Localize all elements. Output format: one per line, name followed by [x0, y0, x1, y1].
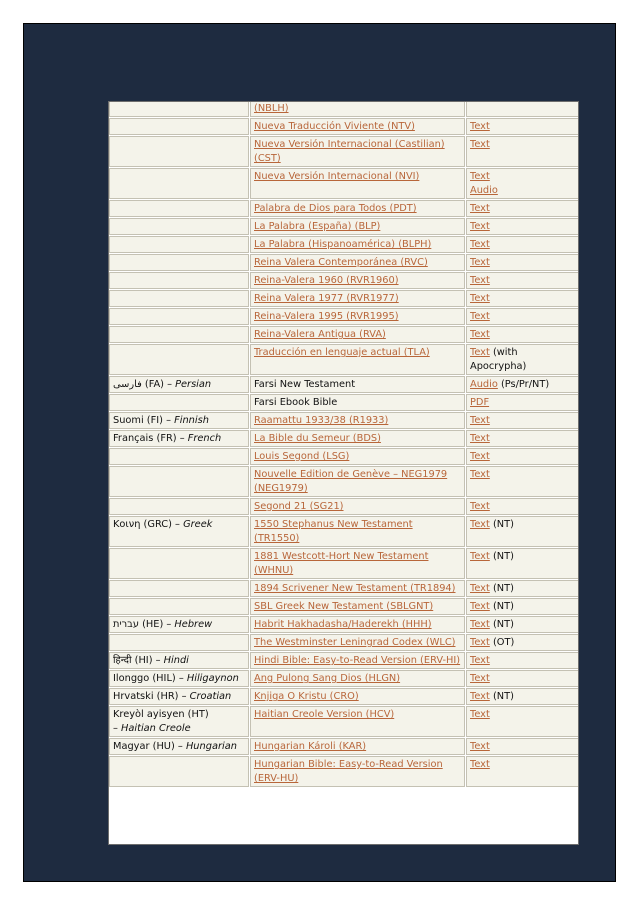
resource-link[interactable]: Text [470, 601, 490, 612]
version-link[interactable]: La Bible du Semeur (BDS) [254, 433, 381, 444]
language-english-name: French [187, 433, 222, 444]
table-row [109, 516, 579, 547]
resource-cell [466, 738, 579, 755]
table-row [109, 706, 579, 737]
version-link[interactable]: Hindi Bible: Easy-to-Read Version (ERV-HI) [254, 655, 461, 666]
version-link[interactable]: 1881 Westcott-Hort New Testament (WHNU) [254, 551, 429, 576]
version-link[interactable]: Hungarian Bible: Easy-to-Read Version (ERV-HU) [254, 759, 443, 784]
resource-cell [466, 308, 579, 325]
language-cell [109, 200, 249, 217]
language-english-name: Hebrew [174, 619, 213, 630]
resource-note: (NT) [489, 601, 514, 612]
version-cell [250, 236, 465, 253]
table-row [109, 236, 579, 253]
language-cell [109, 430, 249, 447]
language-english-name: Hungarian [185, 741, 237, 752]
language-cell [109, 670, 249, 687]
version-link[interactable]: Nueva Traducción Viviente (NTV) [254, 121, 415, 132]
table-row [109, 118, 579, 135]
table-row [109, 598, 579, 615]
resource-cell [466, 218, 579, 235]
version-cell [250, 290, 465, 307]
resource-link[interactable]: Text [470, 139, 490, 150]
resource-link[interactable]: Text [470, 759, 490, 770]
resource-cell [466, 670, 579, 687]
resource-cell [466, 376, 579, 393]
table-row [109, 200, 579, 217]
version-cell [250, 466, 465, 497]
resource-cell [466, 236, 579, 253]
version-cell [250, 412, 465, 429]
version-cell [250, 548, 465, 579]
table-row [109, 376, 579, 393]
version-cell [250, 218, 465, 235]
version-cell [250, 136, 465, 167]
language-name: हिन्दी (HI) – [113, 655, 164, 666]
resource-note: (Ps/Pr/NT) [497, 379, 550, 390]
version-link[interactable]: 1550 Stephanus New Testament (TR1550) [254, 519, 413, 544]
version-link[interactable]: Reina Valera 1977 (RVR1977) [254, 293, 399, 304]
language-cell [109, 118, 249, 135]
version-link[interactable]: La Palabra (España) (BLP) [254, 221, 381, 232]
language-name: Magyar (HU) – [113, 741, 186, 752]
table-row [109, 548, 579, 579]
resource-cell [466, 498, 579, 515]
version-cell [250, 448, 465, 465]
language-cell [109, 580, 249, 597]
language-english-name: Haitian Creole [121, 723, 191, 734]
language-cell [109, 498, 249, 515]
audio-link[interactable]: Audio [470, 185, 498, 196]
table-row [109, 670, 579, 687]
language-name: Κοινη (GRC) – [113, 519, 184, 530]
bible-versions-table-container [108, 101, 579, 845]
version-cell [250, 688, 465, 705]
resource-note: (NT) [489, 619, 514, 630]
version-link[interactable]: Hungarian Károli (KAR) [254, 741, 367, 752]
resource-link[interactable]: Text [470, 469, 490, 480]
resource-link[interactable]: Text [470, 451, 490, 462]
version-link[interactable]: Segond 21 (SG21) [254, 501, 344, 512]
resource-cell [466, 634, 579, 651]
resource-link[interactable]: PDF [470, 397, 490, 408]
bible-versions-table [108, 101, 579, 788]
resource-cell [466, 616, 579, 633]
language-name: Suomi (FI) – [113, 415, 175, 426]
resource-link[interactable]: Text [470, 501, 490, 512]
dash: – [113, 723, 122, 734]
version-cell [250, 394, 465, 411]
resource-cell [466, 254, 579, 271]
version-link[interactable]: Ang Pulong Sang Dios (HLGN) [254, 673, 401, 684]
version-cell [250, 376, 465, 393]
resource-link[interactable]: Text [470, 741, 490, 752]
version-cell [250, 118, 465, 135]
table-row [109, 308, 579, 325]
resource-link[interactable]: Text [470, 311, 490, 322]
version-link[interactable]: 1894 Scrivener New Testament (TR1894) [254, 583, 456, 594]
language-cell [109, 738, 249, 755]
resource-cell [466, 290, 579, 307]
resource-cell [466, 136, 579, 167]
version-cell [250, 344, 465, 375]
table-row [109, 580, 579, 597]
version-cell [250, 168, 465, 199]
version-cell [250, 326, 465, 343]
language-cell [109, 706, 249, 737]
version-link[interactable]: Traducción en lenguaje actual (TLA) [254, 347, 430, 358]
version-cell [250, 308, 465, 325]
version-cell [250, 430, 465, 447]
version-cell [250, 634, 465, 651]
resource-link[interactable]: Text [470, 203, 490, 214]
table-row [109, 634, 579, 651]
version-cell [250, 101, 465, 117]
resource-link[interactable]: Text [470, 347, 490, 358]
language-cell [109, 101, 249, 117]
table-row [109, 254, 579, 271]
version-link[interactable]: Reina-Valera Antigua (RVA) [254, 329, 386, 340]
version-cell [250, 516, 465, 547]
table-row [109, 498, 579, 515]
version-link[interactable]: Palabra de Dios para Todos (PDT) [254, 203, 417, 214]
table-row [109, 688, 579, 705]
resource-cell [466, 516, 579, 547]
version-link[interactable]: Nueva Versión Internacional (Castilian) (CST) [254, 139, 445, 164]
resource-note: (with Apocrypha) [470, 347, 527, 372]
table-row [109, 101, 579, 117]
table-row [109, 290, 579, 307]
version-link[interactable]: Louis Segond (LSG) [254, 451, 350, 462]
language-cell [109, 376, 249, 393]
language-cell [109, 272, 249, 289]
language-cell [109, 616, 249, 633]
table-row [109, 272, 579, 289]
resource-link[interactable]: Text [470, 551, 490, 562]
version-link[interactable]: Knjiga O Kristu (CRO) [254, 691, 359, 702]
resource-cell [466, 118, 579, 135]
table-row [109, 652, 579, 669]
language-cell [109, 254, 249, 271]
version-name: Farsi Ebook Bible [254, 397, 338, 408]
resource-cell [466, 652, 579, 669]
resource-cell [466, 706, 579, 737]
language-name: Ilonggo (HIL) – [113, 673, 187, 684]
resource-note: (NT) [489, 551, 514, 562]
resource-cell [466, 272, 579, 289]
table-row [109, 412, 579, 429]
resource-cell [466, 598, 579, 615]
version-link[interactable]: The Westminster Leningrad Codex (WLC) [254, 637, 456, 648]
page-frame [23, 23, 616, 882]
resource-link[interactable]: Text [470, 655, 490, 666]
language-english-name: Persian [175, 379, 212, 390]
resource-link[interactable]: Text [470, 221, 490, 232]
language-cell [109, 756, 249, 787]
table-row [109, 448, 579, 465]
table-row [109, 738, 579, 755]
resource-link[interactable]: Text [470, 121, 490, 132]
version-link[interactable]: SBL Greek New Testament (SBLGNT) [254, 601, 434, 612]
language-cell [109, 326, 249, 343]
version-cell [250, 254, 465, 271]
resource-link[interactable]: Audio [470, 379, 498, 390]
resource-cell [466, 200, 579, 217]
resource-note: (NT) [489, 519, 514, 530]
language-cell [109, 598, 249, 615]
version-cell [250, 200, 465, 217]
version-link[interactable]: (NBLH) [254, 103, 289, 114]
language-cell [109, 290, 249, 307]
resource-note: (NT) [489, 691, 514, 702]
resource-cell [466, 430, 579, 447]
version-link[interactable]: Nouvelle Edition de Genève – NEG1979 (NEG1979) [254, 469, 448, 494]
resource-cell [466, 688, 579, 705]
language-name: Hrvatski (HR) – [113, 691, 190, 702]
resource-link[interactable]: Text [470, 619, 490, 630]
language-cell [109, 236, 249, 253]
resource-link[interactable]: Text [470, 257, 490, 268]
resource-link[interactable]: Text [470, 239, 490, 250]
resource-link[interactable]: Text [470, 583, 490, 594]
version-cell [250, 498, 465, 515]
language-english-name: Hindi [163, 655, 189, 666]
version-cell [250, 616, 465, 633]
resource-cell [466, 394, 579, 411]
language-english-name: Greek [183, 519, 213, 530]
language-cell [109, 218, 249, 235]
language-cell [109, 168, 249, 199]
resource-cell [466, 168, 579, 199]
resource-cell [466, 580, 579, 597]
language-cell [109, 448, 249, 465]
resource-link[interactable]: Text [470, 709, 490, 720]
table-row [109, 168, 579, 199]
language-english-name: Croatian [189, 691, 232, 702]
table-row [109, 344, 579, 375]
language-cell [109, 466, 249, 497]
resource-note: (NT) [489, 583, 514, 594]
language-cell [109, 634, 249, 651]
resource-cell [466, 412, 579, 429]
version-cell [250, 652, 465, 669]
version-link[interactable]: Raamattu 1933/38 (R1933) [254, 415, 389, 426]
table-row [109, 218, 579, 235]
language-english-name: Hiligaynon [186, 673, 239, 684]
table-body [109, 101, 579, 787]
language-cell [109, 688, 249, 705]
language-cell [109, 136, 249, 167]
resource-cell [466, 326, 579, 343]
table-row [109, 326, 579, 343]
resource-link[interactable]: Text [470, 637, 490, 648]
resource-cell [466, 756, 579, 787]
resource-link[interactable]: Text [470, 673, 490, 684]
version-name: Farsi New Testament [254, 379, 356, 390]
version-link[interactable]: Nueva Versión Internacional (NVI) [254, 171, 420, 182]
version-cell [250, 272, 465, 289]
version-link[interactable]: Reina-Valera 1960 (RVR1960) [254, 275, 399, 286]
resource-link[interactable]: Text [470, 691, 490, 702]
language-cell [109, 412, 249, 429]
language-name: فارسی (FA) – [113, 379, 176, 390]
resource-link[interactable]: Text [470, 293, 490, 304]
language-cell [109, 516, 249, 547]
resource-cell [466, 344, 579, 375]
version-cell [250, 580, 465, 597]
version-link[interactable]: Haitian Creole Version (HCV) [254, 709, 395, 720]
resource-link[interactable]: Text [470, 275, 490, 286]
resource-link[interactable]: Text [470, 329, 490, 340]
version-link[interactable]: Reina-Valera 1995 (RVR1995) [254, 311, 399, 322]
resource-cell [466, 101, 579, 117]
language-name: עברית (HE) – [113, 619, 175, 630]
language-english-name: Finnish [174, 415, 209, 426]
version-link[interactable]: La Palabra (Hispanoamérica) (BLPH) [254, 239, 432, 250]
version-cell [250, 598, 465, 615]
table-row [109, 616, 579, 633]
table-row [109, 430, 579, 447]
table-row [109, 756, 579, 787]
version-cell [250, 756, 465, 787]
language-name: Kreyòl ayisyen (HT) [113, 709, 209, 720]
resource-link[interactable]: Text [470, 171, 490, 182]
version-link[interactable]: Habrit Hakhadasha/Haderekh (HHH) [254, 619, 432, 630]
resource-link[interactable]: Text [470, 519, 490, 530]
language-cell [109, 548, 249, 579]
version-link[interactable]: Reina Valera Contemporánea (RVC) [254, 257, 428, 268]
version-cell [250, 706, 465, 737]
resource-cell [466, 548, 579, 579]
language-name: Français (FR) – [113, 433, 188, 444]
language-cell [109, 394, 249, 411]
table-row [109, 394, 579, 411]
version-cell [250, 738, 465, 755]
language-cell [109, 308, 249, 325]
resource-link[interactable]: Text [470, 433, 490, 444]
version-cell [250, 670, 465, 687]
table-row [109, 136, 579, 167]
resource-link[interactable]: Text [470, 415, 490, 426]
language-cell [109, 344, 249, 375]
resource-note: (OT) [489, 637, 515, 648]
table-row [109, 466, 579, 497]
resource-cell [466, 466, 579, 497]
resource-cell [466, 448, 579, 465]
language-cell [109, 652, 249, 669]
